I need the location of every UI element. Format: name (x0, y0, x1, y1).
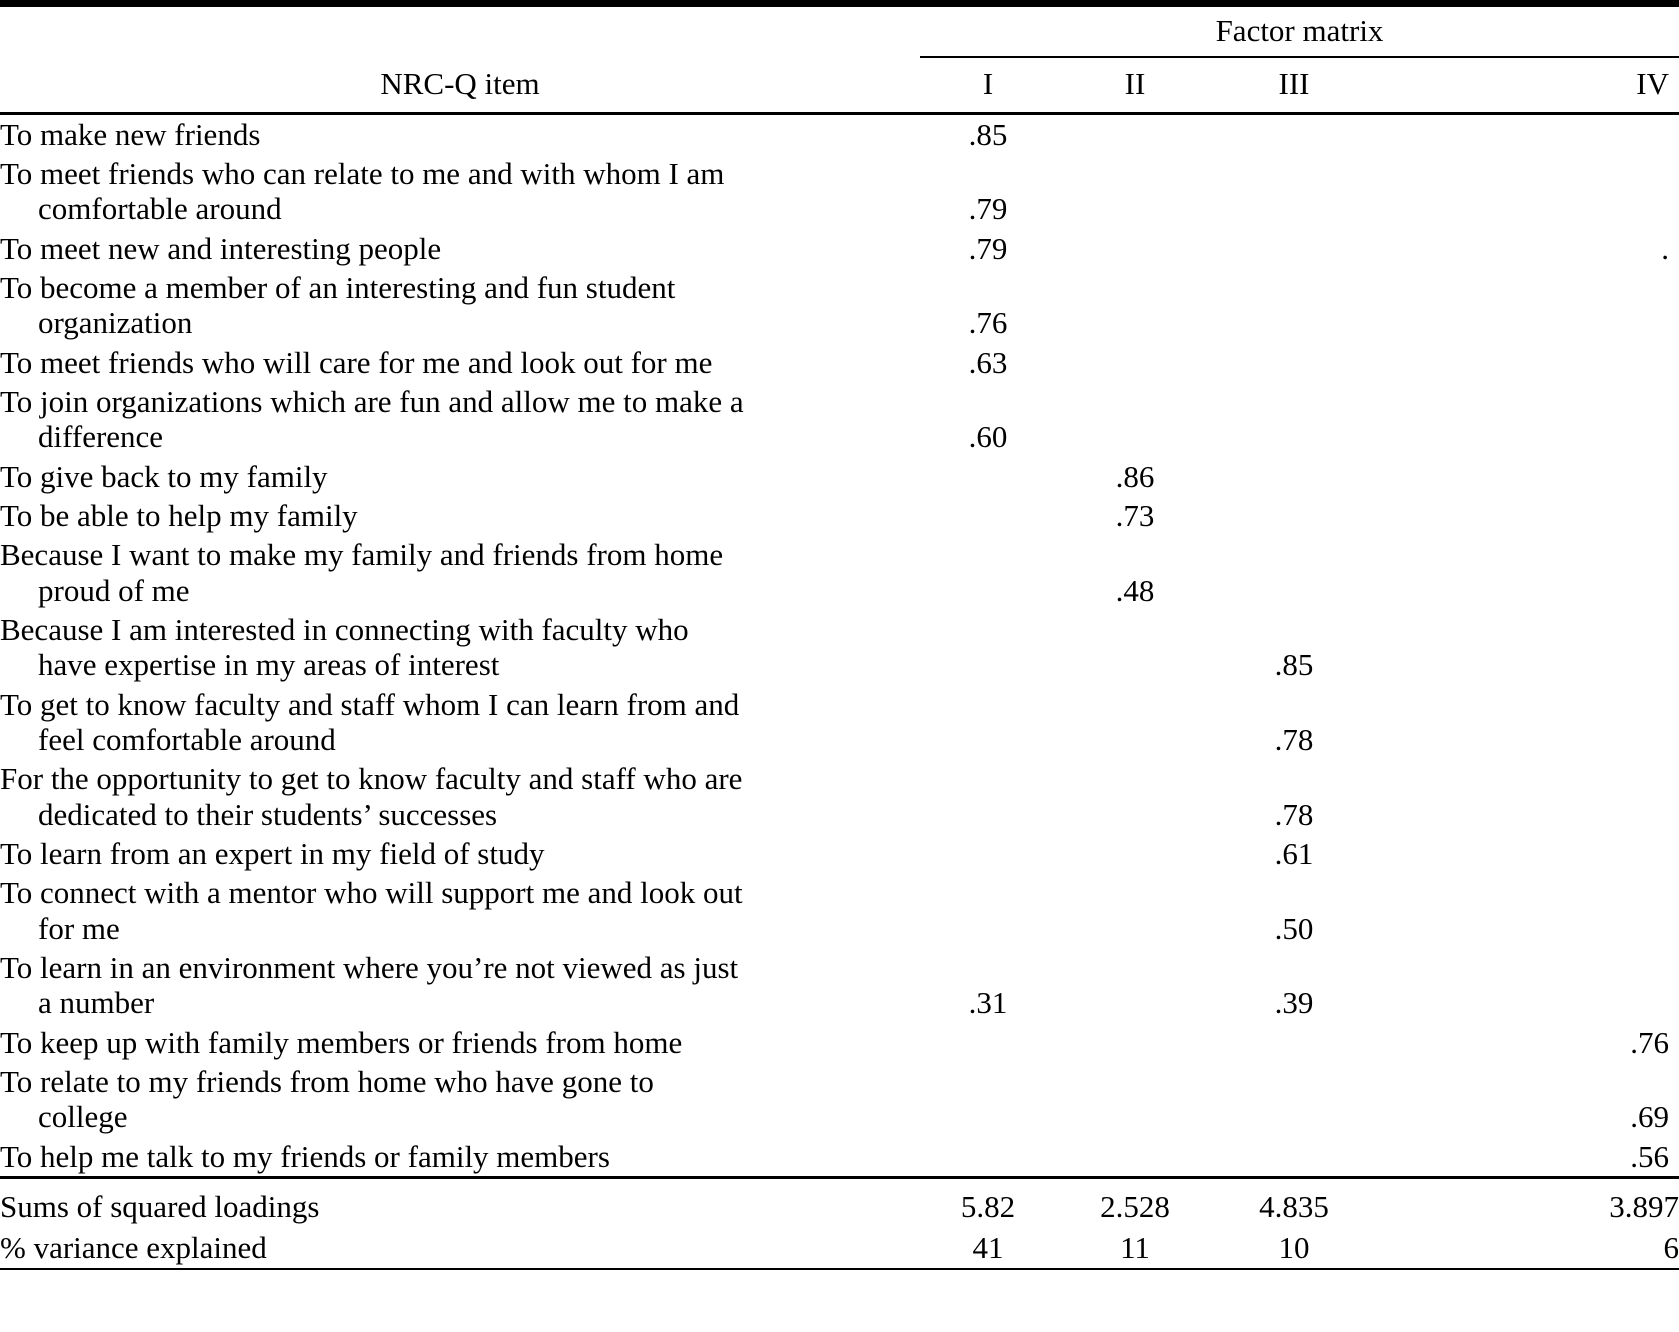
summary-value-factor-3: 10 (1278, 1230, 1310, 1266)
item-text-line-2: comfortable around (38, 191, 282, 227)
summary-value-factor-4: 3.897 (1609, 1188, 1679, 1224)
summary-value-factor-1: 5.82 (960, 1188, 1016, 1224)
loading-value-factor-4 (1374, 268, 1679, 343)
summary-row-label: % variance explained (0, 1230, 267, 1266)
item-text-cell (0, 535, 920, 610)
item-text-line-2: have expertise in my areas of interest (38, 647, 500, 683)
item-text-cell (0, 496, 920, 535)
item-text-line-1: Because I am interested in connecting with faculty who (0, 611, 689, 647)
item-text-line-1: To connect with a mentor who will support me and look out (0, 875, 743, 911)
loading-value-factor-3 (1214, 1023, 1374, 1062)
table-row (0, 496, 1679, 535)
item-text-cell (0, 610, 920, 685)
table-row (0, 229, 1679, 268)
table-summary (0, 1177, 1679, 1275)
loading-value-factor-2 (1056, 1062, 1214, 1137)
loading-value-factor-4 (1374, 535, 1679, 610)
table-row (0, 535, 1679, 610)
item-text-cell (0, 113, 920, 154)
loading-value-factor-3: .61 (1274, 835, 1314, 871)
header-group-row (0, 7, 1679, 56)
column-header-factor-3: III (1278, 66, 1310, 102)
loading-value-factor-4 (1374, 873, 1679, 948)
item-text-line-1: To be able to help my family (0, 497, 358, 533)
table-top-rule (0, 0, 1679, 7)
header-columns-row (0, 58, 1679, 111)
item-text-cell (0, 1023, 920, 1062)
loading-value-factor-1 (920, 457, 1056, 496)
table-row (0, 1137, 1679, 1178)
table-bottom-rule (0, 1269, 1679, 1276)
loading-value-factor-4 (1374, 685, 1679, 760)
factor-matrix-group-label: Factor matrix (1215, 13, 1384, 48)
table-row (0, 343, 1679, 382)
loading-value-factor-1 (920, 759, 1056, 834)
item-text-line-1: To learn from an expert in my field of study (0, 835, 545, 871)
loading-value-factor-1 (920, 685, 1056, 760)
summary-value-factor-2: 2.528 (1100, 1188, 1170, 1224)
loading-value-factor-3 (1214, 496, 1374, 535)
column-header-factor-1: I (982, 66, 994, 102)
item-text-line-1: To make new friends (0, 116, 261, 152)
loading-value-factor-1 (920, 834, 1056, 873)
loading-value-factor-4: . (1661, 230, 1669, 266)
table-header (0, 0, 1679, 113)
loading-value-factor-1 (920, 1023, 1056, 1062)
loading-value-factor-4 (1374, 948, 1679, 1023)
summary-value-factor-4: 6 (1663, 1230, 1679, 1266)
loading-value-factor-4 (1374, 610, 1679, 685)
loading-value-factor-2: .73 (1115, 497, 1155, 533)
loading-value-factor-3: .50 (1274, 910, 1314, 946)
item-text-cell (0, 154, 920, 229)
loading-value-factor-3 (1214, 343, 1374, 382)
loading-value-factor-3: .85 (1274, 647, 1314, 683)
table-row (0, 610, 1679, 685)
loading-value-factor-1 (920, 610, 1056, 685)
item-text-cell (0, 1062, 920, 1137)
item-text-line-2: organization (38, 305, 193, 341)
table-row (0, 759, 1679, 834)
loading-value-factor-3: .78 (1274, 721, 1314, 757)
item-text-line-2: a number (38, 985, 155, 1021)
loading-value-factor-2: .86 (1115, 458, 1155, 494)
summary-row (0, 1226, 1679, 1268)
loading-value-factor-3 (1214, 154, 1374, 229)
loading-value-factor-3 (1214, 382, 1374, 457)
item-text-cell (0, 1137, 920, 1178)
loading-value-factor-2 (1056, 948, 1214, 1023)
loading-value-factor-4 (1374, 457, 1679, 496)
loading-value-factor-2: .48 (1115, 572, 1155, 608)
loading-value-factor-1 (920, 873, 1056, 948)
loading-value-factor-4 (1374, 343, 1679, 382)
loading-value-factor-1 (920, 1062, 1056, 1137)
loading-value-factor-3 (1214, 113, 1374, 154)
item-text-line-1: To keep up with family members or friends from home (0, 1024, 683, 1060)
loading-value-factor-2 (1056, 268, 1214, 343)
item-text-line-2: difference (38, 419, 164, 455)
loading-value-factor-1: .76 (968, 305, 1008, 341)
table-row (0, 948, 1679, 1023)
item-text-line-1: To meet friends who will care for me and look out for me (0, 344, 713, 380)
loading-value-factor-1 (920, 535, 1056, 610)
table-row (0, 1023, 1679, 1062)
table-row (0, 834, 1679, 873)
item-text-cell (0, 457, 920, 496)
loading-value-factor-4 (1374, 834, 1679, 873)
loading-value-factor-1: .79 (968, 191, 1008, 227)
loading-value-factor-2 (1056, 229, 1214, 268)
item-text-line-1: To meet friends who can relate to me and with whom I am (0, 155, 725, 191)
loading-value-factor-3 (1214, 229, 1374, 268)
item-text-cell (0, 834, 920, 873)
item-text-line-1: To give back to my family (0, 458, 328, 494)
loading-value-factor-3 (1214, 1137, 1374, 1178)
loading-value-factor-2 (1056, 610, 1214, 685)
summary-value-factor-2: 11 (1120, 1230, 1150, 1266)
table-body (0, 113, 1679, 1177)
table-row (0, 1062, 1679, 1137)
table-row (0, 685, 1679, 760)
item-text-cell (0, 268, 920, 343)
item-text-cell (0, 382, 920, 457)
loading-value-factor-2 (1056, 1137, 1214, 1178)
item-text-line-2: for me (38, 910, 120, 946)
loading-value-factor-2 (1056, 685, 1214, 760)
loading-value-factor-3 (1214, 268, 1374, 343)
item-text-line-2: dedicated to their students’ successes (38, 796, 498, 832)
loading-value-factor-3 (1214, 535, 1374, 610)
loading-value-factor-4 (1374, 496, 1679, 535)
item-text-line-1: To get to know faculty and staff whom I can learn from and (0, 686, 740, 722)
loading-value-factor-2 (1056, 834, 1214, 873)
loading-value-factor-2 (1056, 1023, 1214, 1062)
loading-value-factor-4: .69 (1630, 1099, 1669, 1135)
header-spacer (0, 7, 920, 56)
loading-value-factor-1: .79 (968, 230, 1008, 266)
column-header-factor-2: II (1124, 66, 1146, 102)
loading-value-factor-2 (1056, 382, 1214, 457)
summary-top-rule (0, 1177, 1679, 1185)
table-row (0, 154, 1679, 229)
item-text-line-1: To become a member of an interesting and fun student (0, 269, 676, 305)
item-text-cell (0, 873, 920, 948)
summary-row-label: Sums of squared loadings (0, 1188, 320, 1224)
loading-value-factor-3: .78 (1274, 796, 1314, 832)
loading-value-factor-2 (1056, 113, 1214, 154)
loading-value-factor-1: .85 (968, 116, 1008, 152)
item-text-line-1: To join organizations which are fun and allow me to make a (0, 383, 744, 419)
item-text-line-1: To meet new and interesting people (0, 230, 442, 266)
loading-value-factor-2 (1056, 759, 1214, 834)
loading-value-factor-1: .63 (968, 344, 1008, 380)
table-row (0, 873, 1679, 948)
item-text-line-1: To help me talk to my friends or family members (0, 1138, 610, 1174)
loading-value-factor-2 (1056, 873, 1214, 948)
item-text-cell (0, 343, 920, 382)
column-header-item: NRC-Q item (380, 66, 540, 102)
loading-value-factor-2 (1056, 154, 1214, 229)
column-header-factor-4: IV (1636, 66, 1669, 102)
item-text-line-1: To relate to my friends from home who have gone to (0, 1063, 654, 1099)
loading-value-factor-4 (1374, 382, 1679, 457)
item-text-line-2: feel comfortable around (38, 721, 336, 757)
loading-value-factor-4 (1374, 113, 1679, 154)
loading-value-factor-1: .31 (968, 985, 1008, 1021)
item-text-line-1: To learn in an environment where you’re not viewed as just (0, 949, 739, 985)
item-text-cell (0, 229, 920, 268)
table-row (0, 268, 1679, 343)
loading-value-factor-1 (920, 496, 1056, 535)
item-text-line-2: college (38, 1099, 128, 1135)
table-row (0, 113, 1679, 154)
loading-value-factor-4 (1374, 759, 1679, 834)
summary-value-factor-1: 41 (972, 1230, 1004, 1266)
loading-value-factor-4 (1374, 154, 1679, 229)
item-text-cell (0, 948, 920, 1023)
loading-value-factor-1 (920, 1137, 1056, 1178)
item-text-line-1: For the opportunity to get to know faculty and staff who are (0, 761, 743, 797)
loading-value-factor-4: .76 (1630, 1024, 1669, 1060)
summary-value-factor-3: 4.835 (1259, 1188, 1329, 1224)
item-text-cell (0, 685, 920, 760)
loading-value-factor-3 (1214, 1062, 1374, 1137)
item-text-line-1: Because I want to make my family and friends from home (0, 537, 724, 573)
table-row (0, 382, 1679, 457)
item-text-line-2: proud of me (38, 572, 190, 608)
loading-value-factor-3 (1214, 457, 1374, 496)
loading-value-factor-2 (1056, 343, 1214, 382)
loading-value-factor-1: .60 (968, 419, 1008, 455)
loading-value-factor-4: .56 (1630, 1138, 1669, 1174)
table-row (0, 457, 1679, 496)
loading-value-factor-3: .39 (1274, 985, 1314, 1021)
summary-row (0, 1185, 1679, 1226)
item-text-cell (0, 759, 920, 834)
